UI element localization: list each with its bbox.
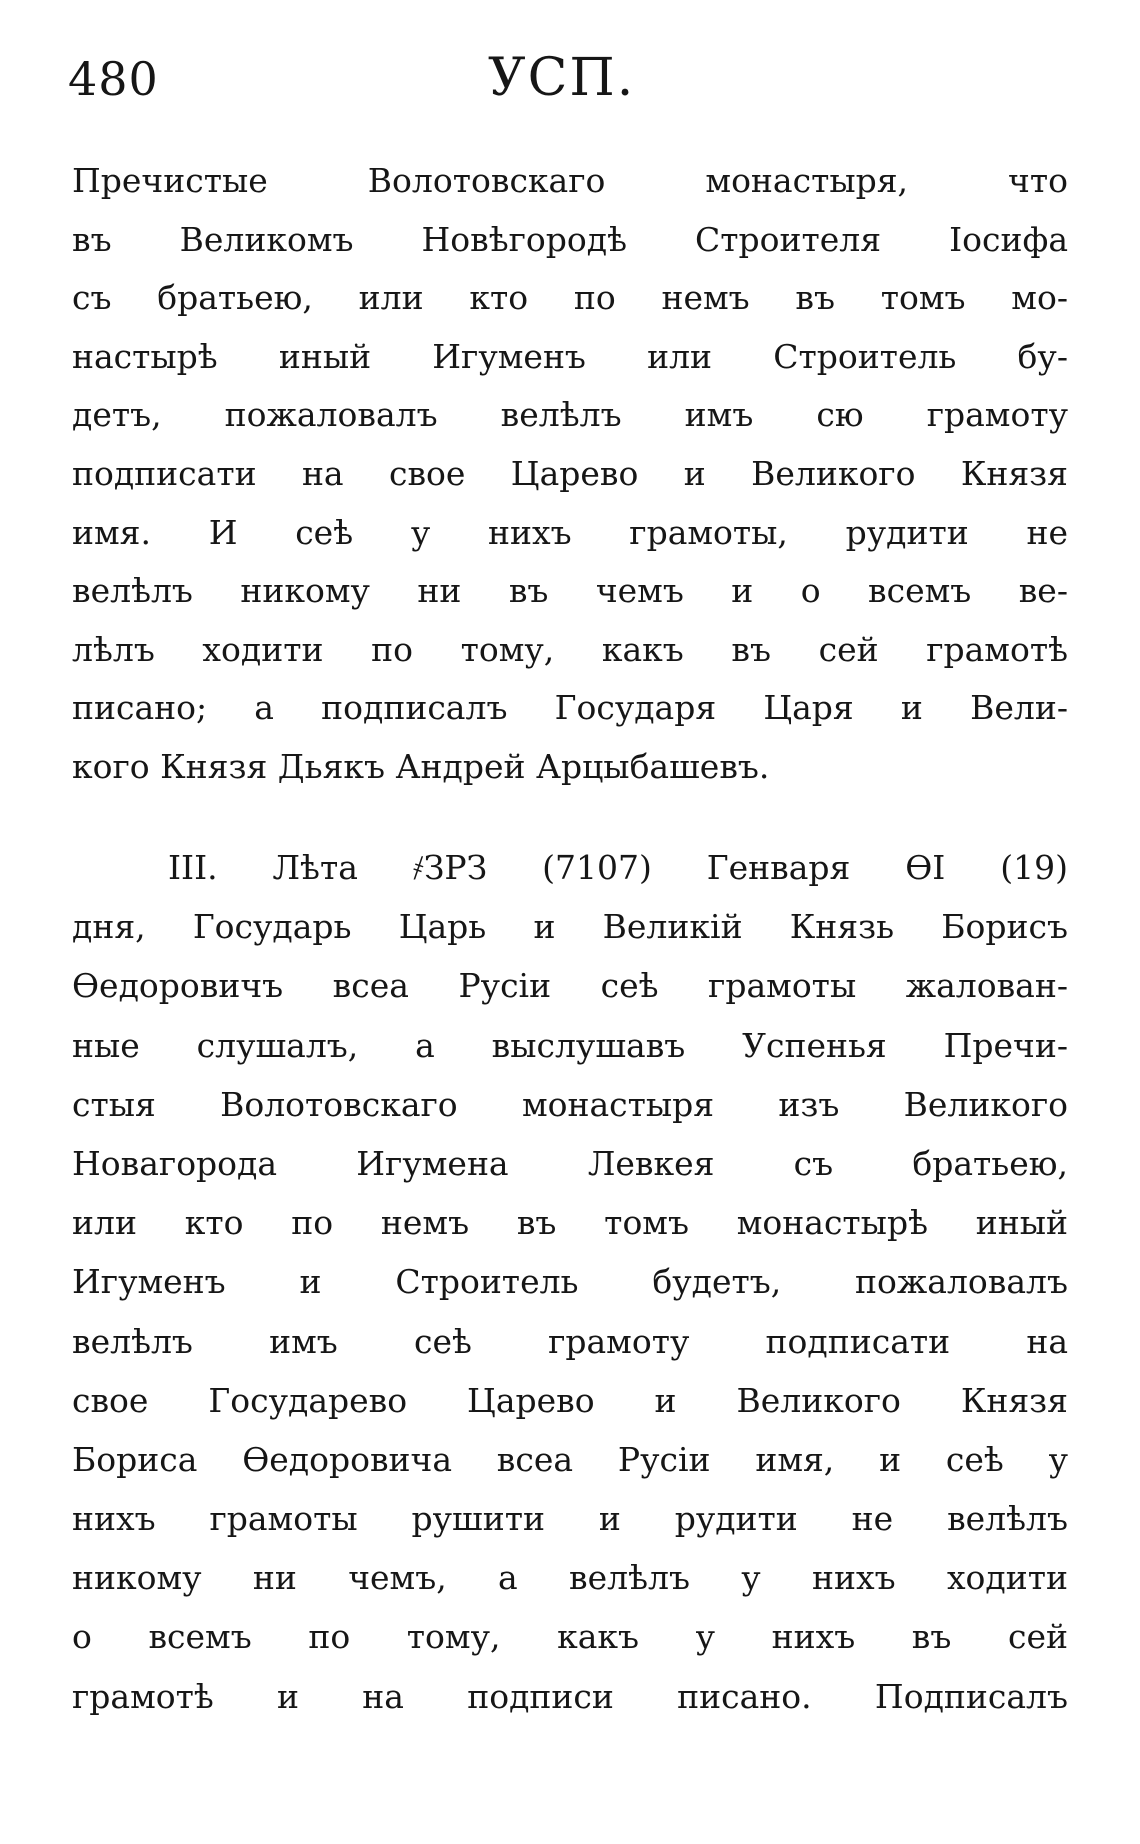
text-line: велѣлъ никому ни въ чемъ и о всемъ ве- — [72, 571, 1068, 611]
text-line: Новагорода Игумена Левкея съ братьею, — [72, 1143, 1068, 1183]
text-line: въ Великомъ Новѣгородѣ Строителя Іосифа — [72, 219, 1068, 259]
text-line: Игуменъ и Строитель будетъ, пожаловалъ — [72, 1262, 1068, 1302]
text-line: лѣлъ ходити по тому, какъ въ сей грамотѣ — [72, 629, 1068, 669]
text-line: велѣлъ имъ сеѣ грамоту подписати на — [72, 1321, 1068, 1361]
text-line: подписати на свое Царево и Великого Князя — [72, 453, 1068, 493]
text-line: детъ, пожаловалъ велѣлъ имъ сю грамоту — [72, 395, 1068, 435]
paragraph-1 — [72, 152, 1068, 797]
text-line: Ѳедоровичъ всеа Русіи сеѣ грамоты жалован- — [72, 966, 1068, 1006]
text-line: никому ни чемъ, а велѣлъ у нихъ ходити — [72, 1558, 1068, 1598]
text-line: или кто по немъ въ томъ монастырѣ иный — [72, 1203, 1068, 1243]
text-line: о всемъ по тому, какъ у нихъ въ сей — [72, 1617, 1068, 1657]
paragraph-2 — [72, 838, 1068, 1726]
running-head: УСП. — [488, 48, 636, 108]
text-line: Пречистые Волотовскаго монастыря, что — [72, 161, 1068, 200]
text-line: кого Князя Дьякъ Андрей Арцыбашевъ. — [72, 746, 770, 786]
page-number: 480 — [68, 52, 159, 106]
text-line: Бориса Ѳедоровича всеа Русіи имя, и сеѣ у — [72, 1439, 1068, 1479]
text-line: нихъ грамоты рушити и рудити не велѣлъ — [72, 1499, 1068, 1539]
text-line: III. Лѣта ҂ЗРЗ (7107) Генваря ѲІ (19) — [168, 848, 1068, 887]
text-line: ные слушалъ, а выслушавъ Успенья Пречи- — [72, 1025, 1068, 1065]
text-line: имя. И сеѣ у нихъ грамоты, рудити не — [72, 512, 1068, 552]
text-line: писано; а подписалъ Государя Царя и Вели- — [72, 688, 1068, 728]
text-line: съ братьею, или кто по немъ въ томъ мо- — [72, 278, 1068, 318]
text-line: дня, Государь Царь и Великій Князь Борисъ — [72, 907, 1068, 947]
text-line: свое Государево Царево и Великого Князя — [72, 1380, 1068, 1420]
text-line: грамотѣ и на подписи писано. Подписалъ — [72, 1676, 1068, 1716]
text-line: настырѣ иный Игуменъ или Строитель бу- — [72, 336, 1068, 376]
text-line: стыя Волотовскаго монастыря изъ Великого — [72, 1084, 1068, 1124]
